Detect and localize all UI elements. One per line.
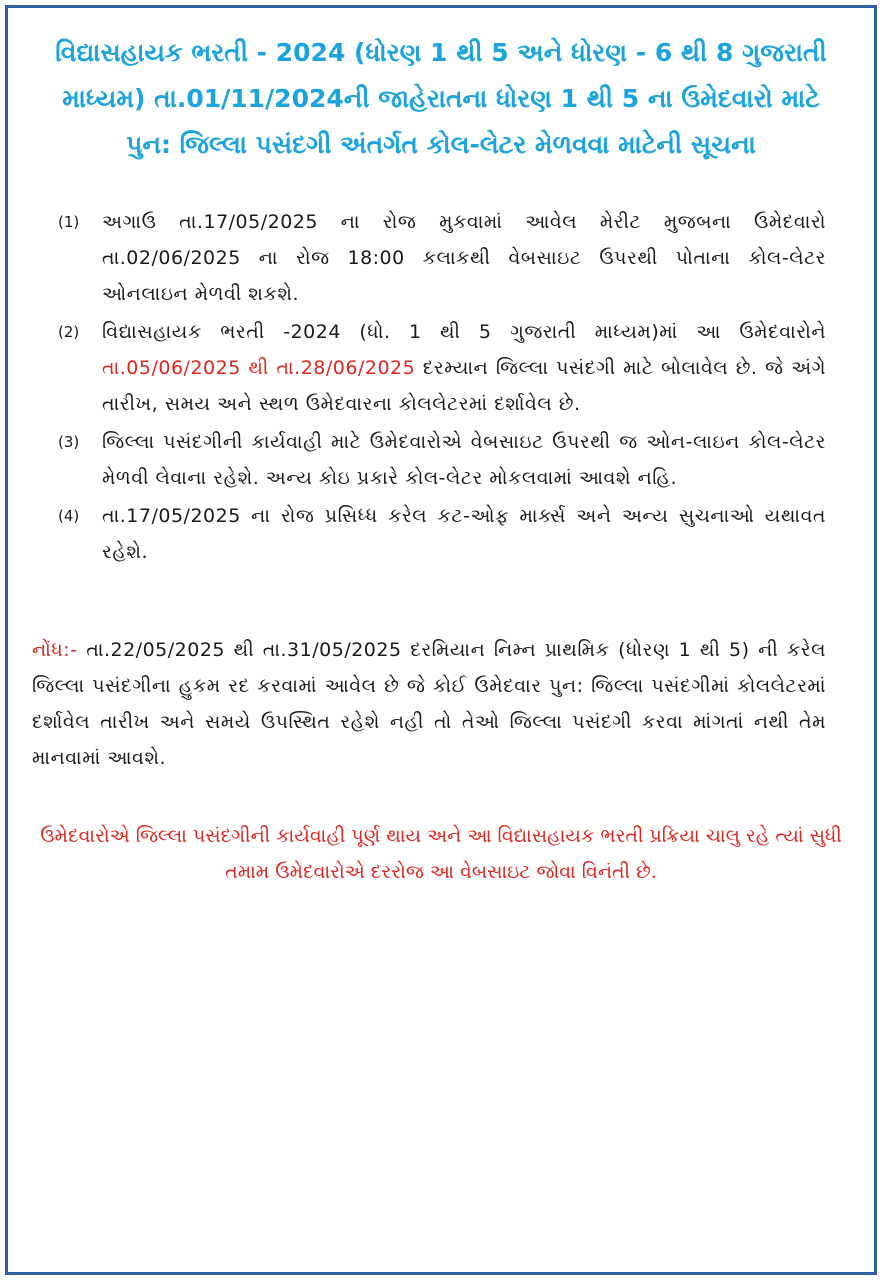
item-text: તા.17/05/2025 ના રોજ પ્રસિધ્ધ કરેલ કટ-ઓફ માર્ક્સ અને અન્ય સુચનાઓ યથાવત રહેશે.: [102, 505, 826, 563]
item-text: અગાઉ તા.17/05/2025 ના રોજ મુકવામાં આવેલ મેરીટ મુજબના ઉમેદવારો તા.02/06/2025 ના રોજ 18:00 કલાકથી વેબસાઇટ ઉપરથી પોતાના કોલ-લેટર ઓનલાઇન મેળવી શકશે.: [102, 211, 826, 305]
notice-frame: [5, 5, 877, 1275]
item-text: [102, 314, 826, 422]
instruction-item-3: [58, 424, 826, 496]
note-text: તા.22/05/2025 થી તા.31/05/2025 દરમિયાન નિમ્ન પ્રાથમિક (ધોરણ 1 થી 5) ની કરેલ જિલ્લા પસંદગીના હુકમ રદ કરવામાં આવેલ છે જે કોઈ ઉમેદવાર પુન: જિલ્લા પસંદગીમાં કોલલેટરમાં દર્શાવેલ તારીખ અને સમયે ઉપસ્થિત રહેશે નહી તો તેઓ જિલ્લા પસંદગી કરવા માંગતાં નથી તેમ માનવામાં આવશે.: [32, 639, 826, 769]
item-text-before: વિદ્યાસહાયક ભરતી -2024 (ધો. 1 થી 5 ગુજરાતી માધ્યમ)માં આ ઉમેદવારોને: [102, 321, 826, 343]
instruction-item-2: [58, 314, 826, 422]
title-line-2: માધ્યમ) તા.01/11/2024ની જાહેરાતના ધોરણ 1 થી 5 ના ઉમેદવારો માટે: [62, 84, 820, 113]
note-label: નોંધ:-: [32, 639, 78, 661]
instruction-item-1: [58, 204, 826, 312]
item-number: (4): [58, 507, 80, 525]
item-number: (2): [58, 323, 80, 341]
item-number: (3): [58, 433, 80, 451]
instruction-item-4: [58, 498, 826, 570]
appeal-paragraph: ઉમેદવારોએ જિલ્લા પસંદગીની કાર્યવાહી પૂર્ણ થાય અને આ વિદ્યાસહાયક ભરતી પ્રક્રિયા ચાલુ રહે ત્યાં સુધી તમામ ઉમેદવારોએ દરરોજ આ વેબસાઇટ જોવા વિનંતી છે.: [40, 825, 842, 883]
item-number: (1): [58, 213, 80, 231]
item-text-after: દરમ્યાન જિલ્લા પસંદગી માટે બોલાવેલ છે. જે અંગે તારીખ, સમય અને સ્થળ ઉમેદવારના કોલલેટરમાં દર્શાવેલ છે.: [102, 357, 826, 415]
item-text: જિલ્લા પસંદગીની કાર્યવાહી માટે ઉમેદવારોએ વેબસાઇટ ઉપરથી જ ઓન-લાઇન કોલ-લેટર મેળવી લેવાના રહેશે. અન્ય કોઇ પ્રકારે કોલ-લેટર મોકલવામાં આવશે નહિ.: [102, 431, 826, 489]
title-line-3: પુન: જિલ્લા પસંદગી અંતર્ગત કોલ-લેટર મેળવવા માટેની સૂચના: [126, 130, 756, 159]
date-range-highlight: તા.05/06/2025 થી તા.28/06/2025: [102, 357, 416, 379]
note-paragraph: [32, 632, 826, 776]
notice-title: [28, 30, 854, 168]
instruction-list: [58, 204, 826, 572]
title-line-1: વિદ્યાસહાયક ભરતી - 2024 (ધોરણ 1 થી 5 અને ધોરણ - 6 થી 8 ગુજરાતી: [55, 38, 827, 67]
